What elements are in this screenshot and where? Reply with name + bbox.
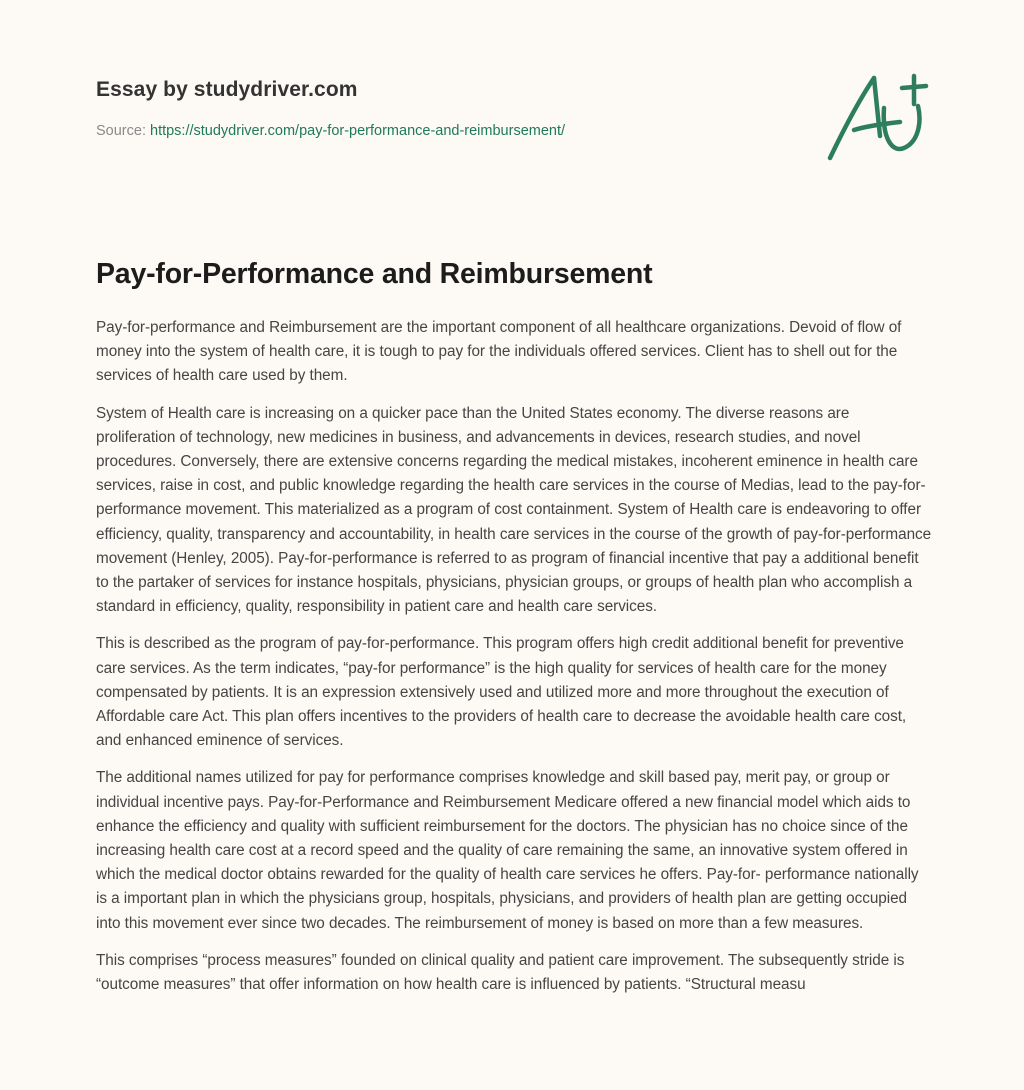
- paragraph: System of Health care is increasing on a quicker pace than the United States economy. The diverse reasons are proliferation of technology, new medicines in business, and advancements in devices, research studies, and novel procedures. Conversely, there are extensive concerns regarding the medical mistakes, incoherent eminence in health care services, raise in cost, and public knowledge regarding the health care services in the course of Medias, lead to the pay-for-performance movement. This materialized as a program of cost containment. System of Health care is endeavoring to offer efficiency, quality, transparency and accountability, in health care services in the course of the growth of pay-for-performance movement (Henley, 2005). Pay-for-performance is referred to as program of financial incentive that pay a additional benefit to the partaker of services for instance hospitals, physicians, physician groups, or groups of health plan who accomplish a standard in efficiency, quality, responsibility in patient care and health care services.: [96, 404, 932, 616]
- page-title: Pay-for-Performance and Reimbursement: [96, 258, 653, 290]
- paragraph: This comprises “process measures” founded on clinical quality and patient care improvement. The subsequently stride is “outcome measures” that offer information on how health care is influenced by patients. “Structural measu: [96, 951, 905, 994]
- paragraph: Pay-for-performance and Reimbursement are the important component of all healthcare organizations. Devoid of flow of money into the system of health care, it is tough to pay for the individuals offered services. Client has to shell out for the services of health care used by them.: [96, 319, 902, 385]
- source-label: Source:: [96, 123, 150, 139]
- site-title: Essay by studydriver.com: [96, 78, 358, 101]
- paragraph: The additional names utilized for pay for performance comprises knowledge and skill based pay, merit pay, or group or individual incentive pays. Pay-for-Performance and Reimbursement Medicare offered a new financial model which aids to enhance the efficiency and quality with sufficient reimbursement for the doctors. The physician has no choice since of the increasing health care cost at a record speed and the quality of care remaining the same, an innovative system offered in which the medical doctor obtains rewarded for the quality of health care services he offers. Pay-for- performance nationally is a important plan in which the physicians group, hospitals, physicians, and providers of health plan are getting occupied into this movement ever since two decades. The reimbursement of money is based on more than a few measures.: [96, 769, 919, 932]
- source-line: [96, 121, 926, 141]
- a-plus-grade-icon: [822, 68, 932, 168]
- paragraph: This is described as the program of pay-for-performance. This program offers high credit additional benefit for preventive care services. As the term indicates, “pay-for performance” is the high quality for services of health care for the money compensated by patients. It is an expression extensively used and utilized more and more throughout the execution of Affordable care Act. This plan offers incentives to the providers of health care to decrease the avoidable health care cost, and enhanced eminence of services.: [96, 635, 907, 750]
- article: [96, 254, 932, 1010]
- site-header: [96, 76, 926, 141]
- source-link[interactable]: https://studydriver.com/pay-for-performance-and-reimbursement/: [150, 123, 566, 139]
